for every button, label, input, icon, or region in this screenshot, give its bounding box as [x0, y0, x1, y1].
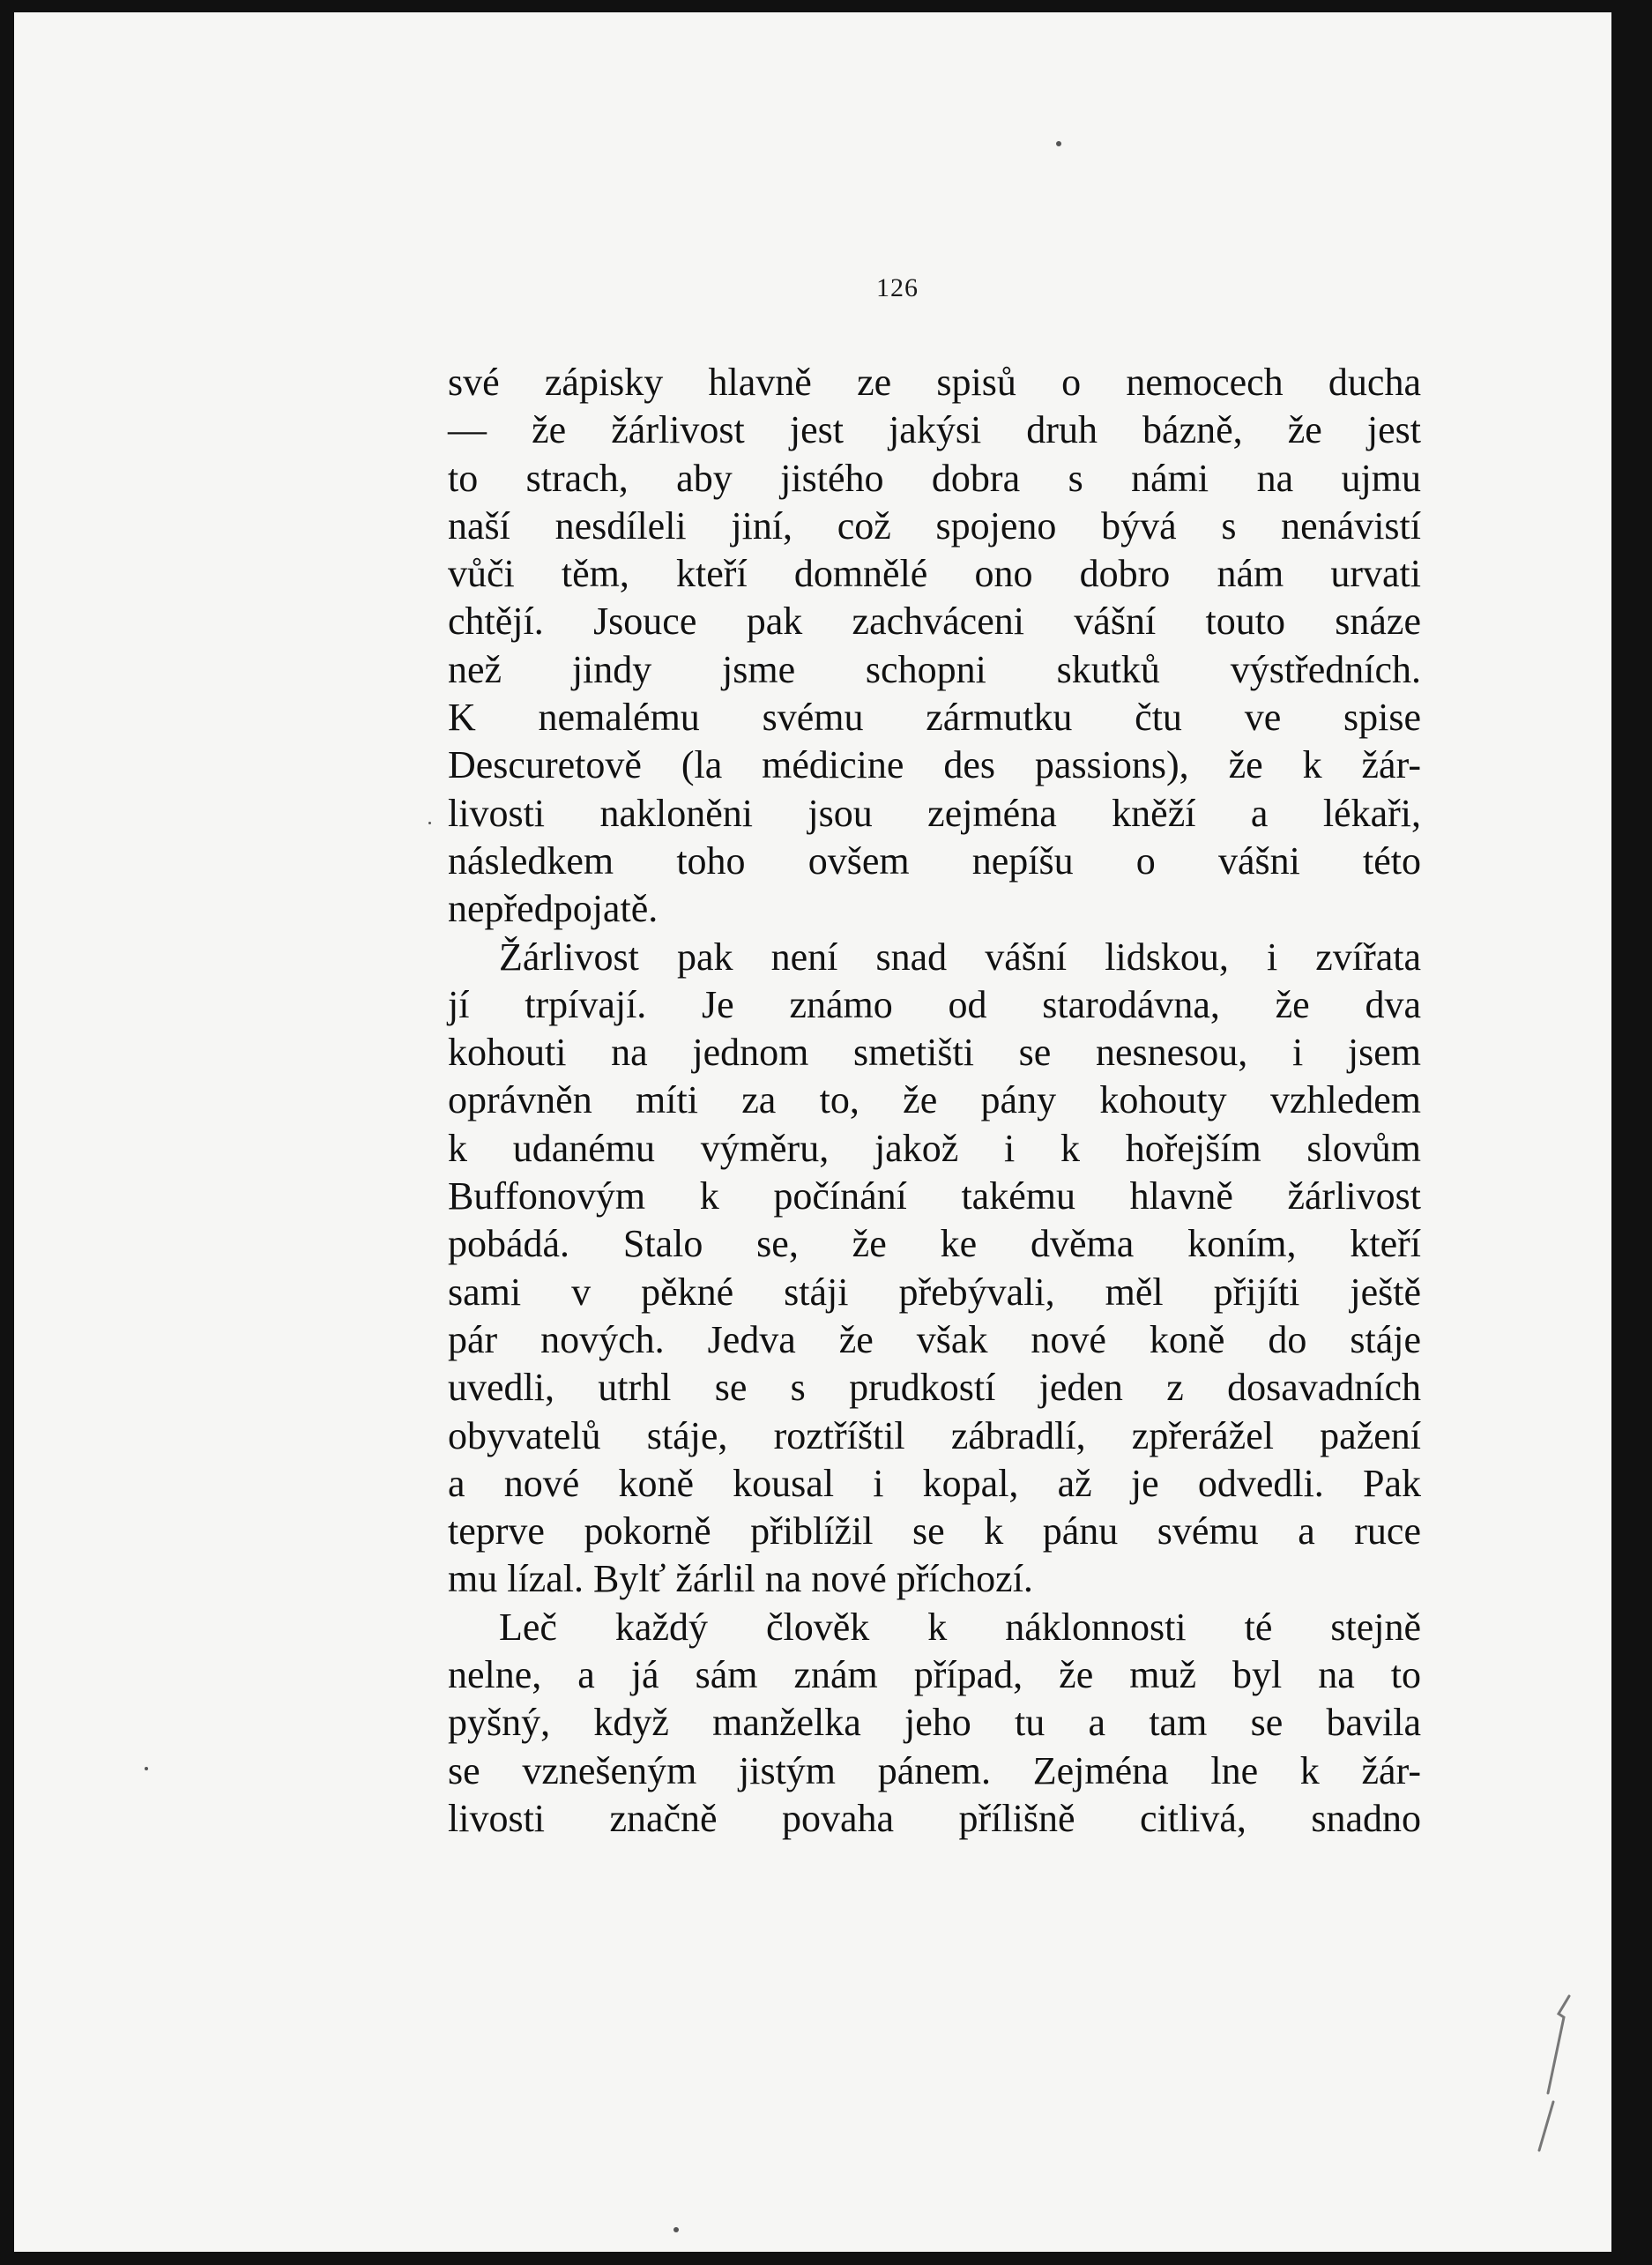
text-line: mu lízal. Bylť žárlil na nové příchozí. [448, 1557, 1033, 1601]
text-line: jí trpívají. Je známo od starodávna, že dva [448, 982, 1421, 1026]
text-line: vůči těm, kteří domnělé ono dobro nám urvati [448, 552, 1421, 596]
text-line: chtějí. Jsouce pak zachváceni vášní touto snáze [448, 600, 1421, 644]
scan-speck [673, 2227, 679, 2232]
scan-speck [145, 1767, 148, 1770]
text-line: své zápisky hlavně ze spisů o nemocech ducha [448, 361, 1421, 404]
text-line: K nemalému svému zármutku čtu ve spise [448, 696, 1421, 740]
text-line: to strach, aby jistého dobra s námi na ujmu [448, 456, 1421, 500]
text-line: livosti nakloněni jsou zejména kněží a lékaři, [448, 791, 1421, 835]
book-page [14, 12, 1611, 2252]
text-line: sami v pěkné stáji přebývali, měl přijíti ještě [448, 1270, 1421, 1314]
text-line: Buffonovým k počínání takému hlavně žárlivost [448, 1174, 1421, 1218]
text-line: Žárlivost pak není snad vášní lidskou, i zvířata [499, 935, 1421, 979]
text-line: a nové koně kousal i kopal, až je odvedli. Pak [448, 1461, 1421, 1505]
scan-speck [428, 822, 431, 824]
text-line: nelne, a já sám znám případ, že muž byl na to [448, 1653, 1421, 1697]
text-line: pyšný, když manželka jeho tu a tam se bavila [448, 1701, 1421, 1745]
text-line: pobádá. Stalo se, že ke dvěma koním, kteří [448, 1222, 1421, 1266]
text-line: naší nesdíleli jiní, což spojeno bývá s nenávistí [448, 503, 1421, 548]
text-line: než jindy jsme schopni skutků výstředních. [448, 647, 1421, 691]
text-line: obyvatelů stáje, roztříštil zábradlí, zpřerážel pažení [448, 1413, 1421, 1457]
text-line: — že žárlivost jest jakýsi druh bázně, že jest [448, 408, 1421, 452]
body-text [448, 359, 1421, 1843]
text-line: nepředpojatě. [448, 887, 659, 931]
text-line: následkem toho ovšem nepíšu o vášni této [448, 838, 1421, 883]
text-line: Descuretově (la médicine des passions), že k žár- [448, 743, 1421, 787]
text-line: uvedli, utrhl se s prudkostí jeden z dosavadních [448, 1366, 1421, 1410]
pencil-mark-icon [1523, 1987, 1576, 2155]
text-line: pár nových. Jedva že však nové koně do stáje [448, 1317, 1421, 1361]
text-line: livosti značně povaha přílišně citlivá, snadno [448, 1796, 1421, 1840]
scan-speck [1056, 141, 1061, 146]
text-line: teprve pokorně přiblížil se k pánu svému a ruce [448, 1509, 1421, 1553]
text-line: k udanému výměru, jakož i k hořejším slovům [448, 1126, 1421, 1170]
page-number: 126 [876, 273, 919, 302]
text-line: Leč každý člověk k náklonnosti té stejně [499, 1605, 1421, 1649]
text-line: se vznešeným jistým pánem. Zejména lne k žár- [448, 1748, 1421, 1792]
text-line: kohouti na jednom smetišti se nesnesou, i jsem [448, 1031, 1421, 1075]
text-line: oprávněn míti za to, že pány kohouty vzhledem [448, 1078, 1421, 1122]
